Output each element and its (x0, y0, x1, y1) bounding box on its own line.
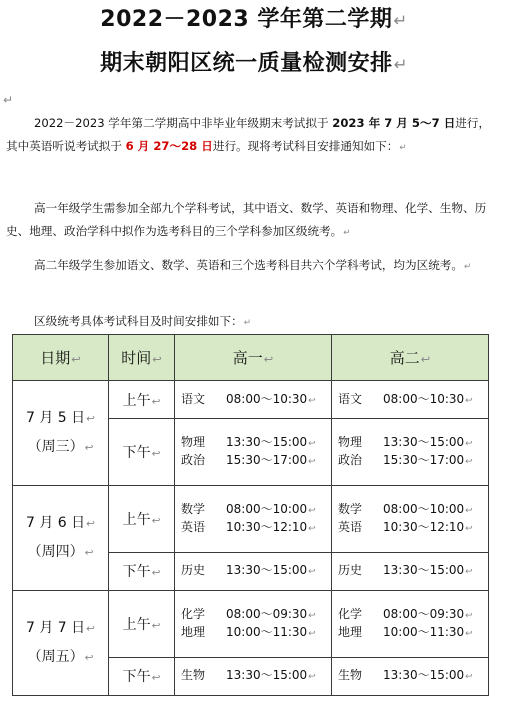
cell-mark: ↩ (308, 438, 316, 449)
cell-mark: ↩ (151, 447, 161, 460)
subject-time: 10:00～11:30 (226, 624, 308, 639)
subject-time: 13:30～15:00 (383, 668, 465, 683)
header-time (109, 335, 175, 381)
subject-name: 语文 (181, 391, 206, 406)
cell-mark: ↩ (465, 610, 473, 621)
subject-entry (338, 519, 488, 537)
subject-entry (338, 391, 488, 409)
header-grade-1 (175, 335, 332, 381)
cell-mark: ↩ (84, 441, 94, 454)
subject-entry (338, 434, 488, 452)
subject-time: 15:30～17:00 (226, 452, 308, 467)
cell-mark: ↩ (86, 622, 95, 635)
subject-name: 历史 (338, 563, 363, 578)
cell-mark: ↩ (86, 517, 95, 530)
subject-time: 15:30～17:00 (383, 452, 465, 467)
cell-mark: ↩ (151, 619, 161, 632)
subject-name: 化学 (338, 606, 363, 621)
session-label: 下午 (122, 669, 151, 686)
subject-name: 物理 (338, 434, 363, 449)
grade-2-subjects-cell (332, 657, 489, 695)
subject-name: 生物 (338, 668, 363, 683)
subject-name: 化学 (181, 606, 206, 621)
date-cell (13, 381, 109, 486)
subject-entry (338, 452, 488, 470)
cell-mark: ↩ (86, 412, 95, 425)
session-time-cell (109, 419, 175, 486)
cell-mark: ↩ (308, 567, 316, 578)
session-time-cell (109, 381, 175, 419)
table-row (13, 381, 489, 419)
cell-mark: ↩ (151, 672, 161, 685)
subject-entry (181, 452, 331, 470)
cell-mark: ↩ (465, 672, 473, 683)
subject-time: 08:00～10:00 (383, 501, 465, 516)
date-cell (13, 590, 109, 695)
subject-entry (181, 667, 331, 685)
document-title-line-1 (0, 2, 508, 33)
p1-exam-dates: 2023 年 7 月 5～7 日 (332, 116, 456, 130)
cell-mark: ↩ (152, 353, 162, 366)
cell-mark: ↩ (465, 628, 473, 639)
subject-name: 物理 (181, 434, 206, 449)
session-time-cell (109, 657, 175, 695)
cell-mark: ↩ (151, 514, 161, 527)
cell-mark: ↩ (308, 672, 316, 683)
session-label: 上午 (122, 511, 151, 528)
subject-time: 10:00～11:30 (383, 624, 465, 639)
p1-text-a: 2022－2023 学年第二学期高中非毕业年级期末考试拟于 (34, 116, 333, 130)
subject-entry (181, 391, 331, 409)
date-cell (13, 485, 109, 590)
cell-mark: ↩ (84, 546, 94, 559)
grade-1-subjects-cell (175, 552, 332, 590)
paragraph-mark: ↵ (393, 11, 408, 30)
notice-paragraph-4 (6, 310, 498, 335)
subject-entry (181, 606, 331, 624)
session-label: 下午 (122, 564, 151, 581)
session-label: 下午 (122, 444, 151, 461)
grade-2-subjects-cell (332, 552, 489, 590)
paragraph-mark: ↵ (463, 262, 472, 272)
paragraph-mark: ↵ (343, 228, 351, 238)
grade-2-subjects-cell (332, 381, 489, 419)
paragraph-mark: ↵ (399, 143, 407, 153)
cell-mark: ↩ (308, 395, 316, 406)
subject-time: 13:30～15:00 (383, 434, 465, 449)
subject-name: 历史 (181, 563, 206, 578)
session-time-cell (109, 590, 175, 657)
subject-name: 政治 (338, 452, 363, 467)
cell-mark: ↩ (71, 353, 81, 366)
subject-entry (338, 624, 488, 642)
subject-time: 13:30～15:00 (226, 668, 308, 683)
grade-1-subjects-cell (175, 590, 332, 657)
subject-name: 英语 (338, 519, 363, 534)
subject-name: 生物 (181, 668, 206, 683)
subject-name: 地理 (181, 624, 206, 639)
subject-entry (181, 562, 331, 580)
paragraph-mark: ↵ (243, 318, 251, 328)
header-grade-2 (332, 335, 489, 381)
session-label: 上午 (122, 616, 151, 633)
cell-mark: ↩ (465, 395, 473, 406)
date-label: 7 月 5 日 (26, 409, 86, 426)
exam-schedule-table (12, 334, 489, 696)
cell-mark: ↩ (263, 353, 274, 366)
cell-mark: ↩ (308, 628, 316, 639)
subject-time: 08:00～10:30 (226, 391, 308, 406)
subject-name: 政治 (181, 452, 206, 467)
table-row (13, 590, 489, 657)
weekday-label: （周四） (27, 543, 84, 560)
subject-entry (338, 501, 488, 519)
grade-1-subjects-cell (175, 381, 332, 419)
subject-name: 地理 (338, 624, 363, 639)
grade-2-subjects-cell (332, 590, 489, 657)
date-label: 7 月 6 日 (26, 514, 86, 531)
subject-time: 08:00～09:30 (383, 606, 465, 621)
subject-time: 13:30～15:00 (383, 563, 465, 578)
weekday-label: （周五） (27, 648, 84, 665)
p1-listening-dates: 6 月 27～28 日 (125, 139, 213, 153)
subject-entry (338, 606, 488, 624)
subject-entry (338, 667, 488, 685)
p1-text-c: 进行，其中英语听说考试拟于 (6, 116, 491, 153)
session-time-cell (109, 485, 175, 552)
subject-name: 语文 (338, 391, 363, 406)
subject-name: 数学 (181, 501, 206, 516)
session-time-cell (109, 552, 175, 590)
cell-mark: ↩ (465, 523, 473, 534)
cell-mark: ↩ (465, 567, 473, 578)
subject-time: 10:30～12:10 (383, 519, 465, 534)
p1-text-e: 进行。现将考试科目安排通知如下： (212, 139, 399, 153)
grade-2-subjects-cell (332, 485, 489, 552)
cell-mark: ↩ (465, 438, 473, 449)
cell-mark: ↩ (465, 456, 473, 467)
notice-paragraph-2 (6, 197, 498, 245)
empty-paragraph-mark: ↵ (3, 93, 14, 107)
document-title-line-2 (0, 46, 508, 77)
cell-mark: ↩ (465, 505, 473, 516)
p4-text: 区级统考具体考试科目及时间安排如下： (34, 314, 243, 328)
subject-time: 10:30～12:10 (226, 519, 308, 534)
subject-time: 08:00～10:30 (383, 391, 465, 406)
cell-mark: ↩ (84, 651, 94, 664)
subject-name: 数学 (338, 501, 363, 516)
subject-time: 13:30～15:00 (226, 563, 308, 578)
weekday-label: （周三） (27, 438, 84, 455)
subject-entry (181, 434, 331, 452)
cell-mark: ↩ (308, 456, 316, 467)
session-label: 上午 (122, 392, 151, 409)
p3-text: 高二年级学生参加语文、数学、英语和三个选考科目共六个学科考试，均为区统考。 (34, 258, 463, 272)
cell-mark: ↩ (151, 395, 161, 408)
header-time-label: 时间 (121, 349, 152, 367)
cell-mark: ↩ (308, 505, 316, 516)
subject-time: 08:00～09:30 (226, 606, 308, 621)
cell-mark: ↩ (151, 567, 161, 580)
notice-paragraph-3 (6, 254, 498, 279)
subject-time: 13:30～15:00 (226, 434, 308, 449)
cell-mark: ↩ (420, 353, 431, 366)
paragraph-mark: ↵ (393, 55, 408, 74)
grade-2-subjects-cell (332, 419, 489, 486)
table-header-row (13, 335, 489, 381)
subject-entry (181, 519, 331, 537)
cell-mark: ↩ (308, 610, 316, 621)
header-grade-2-label: 高二 (389, 349, 420, 367)
subject-time: 08:00～10:00 (226, 501, 308, 516)
header-date-label: 日期 (40, 349, 71, 367)
table-row (13, 485, 489, 552)
subject-entry (181, 501, 331, 519)
subject-name: 英语 (181, 519, 206, 534)
grade-1-subjects-cell (175, 419, 332, 486)
notice-paragraph-1 (6, 112, 498, 160)
cell-mark: ↩ (308, 523, 316, 534)
title-line-2-text: 期末朝阳区统一质量检测安排 (100, 51, 393, 76)
date-label: 7 月 7 日 (26, 619, 86, 636)
grade-1-subjects-cell (175, 485, 332, 552)
subject-entry (338, 562, 488, 580)
header-date (13, 335, 109, 381)
p2-text: 高一年级学生需参加全部九个学科考试，其中语文、数学、英语和物理、化学、生物、历史、地理、政治学科中拟作为选考科目的三个学科参加区级统考。 (6, 201, 487, 238)
title-line-1-text: 2022－2023 学年第二学期 (100, 7, 393, 32)
subject-entry (181, 624, 331, 642)
grade-1-subjects-cell (175, 657, 332, 695)
header-grade-1-label: 高一 (232, 349, 263, 367)
